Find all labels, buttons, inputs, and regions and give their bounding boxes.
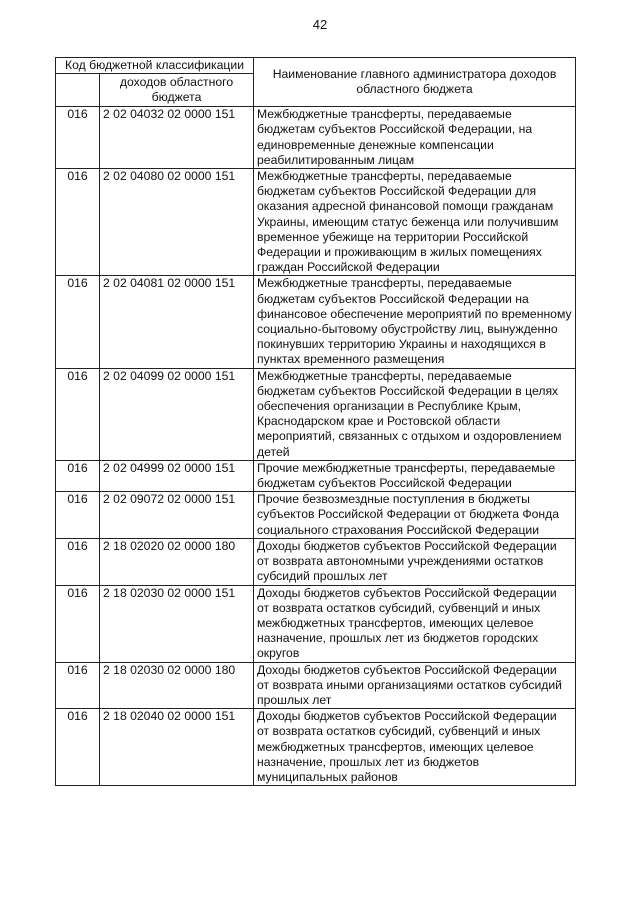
revenue-name-cell: Межбюджетные трансферты, передаваемые бюджетам субъектов Российской Федерации для оказания адресной финансовой помощи гражданам Украины, имеющим статус беженца или получившим временное убежище на территории Российской Федерации и проживающим в жилых помещениях граждан Российской Федерации	[254, 169, 576, 276]
revenue-name-cell: Доходы бюджетов субъектов Российской Федерации от возврата остатков субсидий, субвенций и иных межбюджетных трансфертов, имеющих целевое назначение, прошлых лет из бюджетов муниципальных районов	[254, 709, 576, 786]
revenue-code-cell: 2 18 02030 02 0000 180	[100, 662, 254, 709]
revenue-name-cell: Доходы бюджетов субъектов Российской Федерации от возврата остатков субсидий, субвенций и иных межбюджетных трансфертов, имеющих целевое назначение, прошлых лет из бюджетов городских округов	[254, 585, 576, 662]
revenue-code-cell: 2 18 02030 02 0000 151	[100, 585, 254, 662]
table-row	[56, 492, 576, 539]
table-row	[56, 662, 576, 709]
revenue-code-cell: 2 18 02040 02 0000 151	[100, 709, 254, 786]
header-admin-name: Наименование главного администратора доходов областного бюджета	[254, 58, 576, 107]
table-row	[56, 107, 576, 169]
admin-code-cell: 016	[56, 662, 100, 709]
table-row	[56, 276, 576, 368]
revenue-name-cell: Доходы бюджетов субъектов Российской Федерации от возврата иными организациями остатков субсидий прошлых лет	[254, 662, 576, 709]
revenue-code-cell: 2 02 04032 02 0000 151	[100, 107, 254, 169]
revenue-name-cell: Межбюджетные трансферты, передаваемые бюджетам субъектов Российской Федерации в целях обеспечения организации в Республике Крым, Краснодарском крае и Ростовской области мероприятий, связанных с отдыхом и оздоровлением детей	[254, 368, 576, 460]
table-row	[56, 368, 576, 460]
revenue-name-cell: Доходы бюджетов субъектов Российской Федерации от возврата автономными учреждениями остатков субсидий прошлых лет	[254, 538, 576, 585]
revenue-name-cell: Межбюджетные трансферты, передаваемые бюджетам субъектов Российской Федерации, на единовременные денежные компенсации реабилитированным лицам	[254, 107, 576, 169]
page-number: 42	[312, 17, 328, 32]
revenue-code-cell: 2 02 04081 02 0000 151	[100, 276, 254, 368]
revenue-name-cell: Межбюджетные трансферты, передаваемые бюджетам субъектов Российской Федерации на финансовое обеспечение мероприятий по временному социально-бытовому обустройству лиц, вынужденно покинувших территорию Украины и находящихся в пунктах временного размещения	[254, 276, 576, 368]
header-admin-code	[56, 74, 100, 107]
table-row	[56, 460, 576, 491]
revenue-name-cell: Прочие межбюджетные трансферты, передаваемые бюджетам субъектов Российской Федерации	[254, 460, 576, 491]
revenue-code-cell: 2 02 04099 02 0000 151	[100, 368, 254, 460]
admin-code-cell: 016	[56, 709, 100, 786]
revenue-code-cell: 2 02 04999 02 0000 151	[100, 460, 254, 491]
revenue-code-cell: 2 18 02020 02 0000 180	[100, 538, 254, 585]
header-classification: Код бюджетной классификации	[56, 58, 254, 74]
header-row-top	[56, 58, 576, 74]
admin-code-cell: 016	[56, 169, 100, 276]
revenue-code-cell: 2 02 09072 02 0000 151	[100, 492, 254, 539]
admin-code-cell: 016	[56, 585, 100, 662]
table-row	[56, 709, 576, 786]
table-body	[56, 107, 576, 786]
revenue-code-cell: 2 02 04080 02 0000 151	[100, 169, 254, 276]
admin-code-cell: 016	[56, 538, 100, 585]
table-row	[56, 169, 576, 276]
admin-code-cell: 016	[56, 276, 100, 368]
admin-code-cell: 016	[56, 492, 100, 539]
revenue-name-cell: Прочие безвозмездные поступления в бюджеты субъектов Российской Федерации от бюджета Фонда социального страхования Российской Федерации	[254, 492, 576, 539]
revenue-administrators-table	[55, 57, 576, 786]
admin-code-cell: 016	[56, 460, 100, 491]
table-row	[56, 585, 576, 662]
admin-code-cell: 016	[56, 107, 100, 169]
header-revenue-code: доходов областного бюджета	[100, 74, 254, 107]
admin-code-cell: 016	[56, 368, 100, 460]
table-row	[56, 538, 576, 585]
